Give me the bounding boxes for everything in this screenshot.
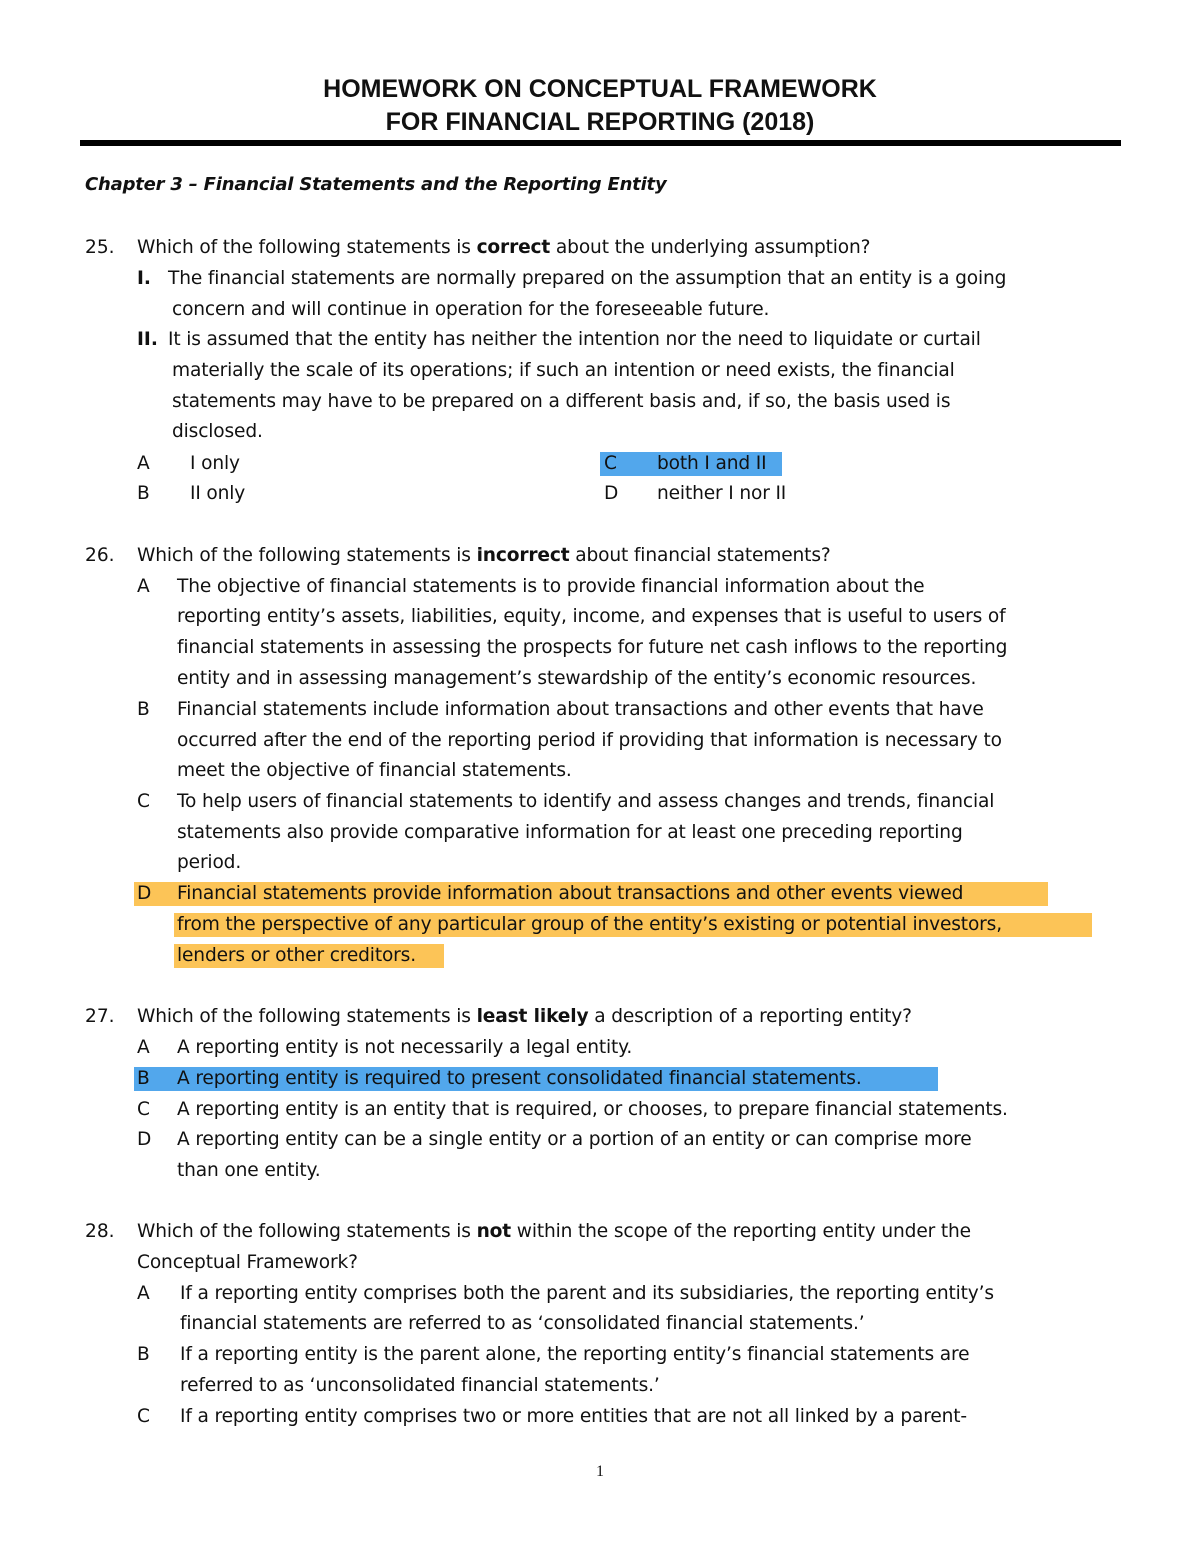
question-stem: Which of the following statements is incorrect about financial statements? xyxy=(137,545,831,566)
option-text: If a reporting entity is the parent alone, the reporting entity’s financial statements are xyxy=(180,1344,970,1365)
page-number: 1 xyxy=(596,1463,604,1480)
option-text: If a reporting entity comprises both the parent and its subsidiaries, the reporting entity’s xyxy=(180,1283,994,1304)
option-text: lenders or other creditors. xyxy=(177,945,416,966)
option-text: reporting entity’s assets, liabilities, equity, income, and expenses that is useful to users of xyxy=(177,606,1006,627)
question-stem: Conceptual Framework? xyxy=(137,1252,358,1273)
option-label: C xyxy=(137,1099,150,1120)
question-number: 27. xyxy=(85,1006,115,1027)
option-text: The objective of financial statements is to provide financial information about the xyxy=(177,576,925,597)
option-text: from the perspective of any particular group of the entity’s existing or potential investors, xyxy=(177,914,1002,935)
option-text: referred to as ‘unconsolidated financial statements.’ xyxy=(180,1375,660,1396)
statement-text: statements may have to be prepared on a different basis and, if so, the basis used is xyxy=(172,391,951,412)
title-line-1: HOMEWORK ON CONCEPTUAL FRAMEWORK xyxy=(323,75,877,103)
option-label: B xyxy=(137,1068,150,1089)
option-text: period. xyxy=(177,852,242,873)
question-stem: Which of the following statements is not within the scope of the reporting entity under the xyxy=(137,1221,971,1242)
question-number: 28. xyxy=(85,1221,115,1242)
statement-text: concern and will continue in operation for the foreseeable future. xyxy=(172,299,770,320)
option-label: D xyxy=(604,483,619,504)
option-label: B xyxy=(137,1344,150,1365)
question-number: 25. xyxy=(85,237,115,258)
option-text: I only xyxy=(190,453,240,474)
option-label: B xyxy=(137,483,150,504)
option-label: C xyxy=(137,791,150,812)
statement-text: disclosed. xyxy=(172,421,263,442)
statement-label: II. xyxy=(137,329,158,350)
option-text: financial statements in assessing the prospects for future net cash inflows to the reporting xyxy=(177,637,1008,658)
statement-text: The financial statements are normally prepared on the assumption that an entity is a going xyxy=(168,268,1007,289)
option-text: occurred after the end of the reporting period if providing that information is necessary to xyxy=(177,730,1002,751)
option-label: C xyxy=(604,453,617,474)
option-text: entity and in assessing management’s stewardship of the entity’s economic resources. xyxy=(177,668,977,689)
option-label: D xyxy=(137,883,152,904)
question-stem: Which of the following statements is least likely a description of a reporting entity? xyxy=(137,1006,912,1027)
option-text: than one entity. xyxy=(177,1160,321,1181)
option-text: neither I nor II xyxy=(657,483,787,504)
statement-text: materially the scale of its operations; if such an intention or need exists, the financial xyxy=(172,360,955,381)
statement-text: It is assumed that the entity has neither the intention nor the need to liquidate or curtail xyxy=(168,329,981,350)
option-text: A reporting entity can be a single entity or a portion of an entity or can comprise more xyxy=(177,1129,972,1150)
option-text: To help users of financial statements to identify and assess changes and trends, financial xyxy=(177,791,995,812)
statement-label: I. xyxy=(137,268,151,289)
chapter-heading: Chapter 3 – Financial Statements and the Reporting Entity xyxy=(85,174,667,195)
option-text: If a reporting entity comprises two or more entities that are not all linked by a parent- xyxy=(180,1406,967,1427)
option-label: B xyxy=(137,699,150,720)
question-stem: Which of the following statements is correct about the underlying assumption? xyxy=(137,237,871,258)
option-text: statements also provide comparative information for at least one preceding reporting xyxy=(177,822,963,843)
option-text: financial statements are referred to as ‘consolidated financial statements.’ xyxy=(180,1313,865,1334)
question-number: 26. xyxy=(85,545,115,566)
option-label: C xyxy=(137,1406,150,1427)
option-text: both I and II xyxy=(657,453,767,474)
option-text: meet the objective of financial statements. xyxy=(177,760,572,781)
option-text: A reporting entity is required to present consolidated financial statements. xyxy=(177,1068,862,1089)
option-text: Financial statements include information about transactions and other events that have xyxy=(177,699,984,720)
option-label: A xyxy=(137,1037,150,1058)
option-text: A reporting entity is not necessarily a legal entity. xyxy=(177,1037,633,1058)
option-label: A xyxy=(137,1283,150,1304)
option-label: A xyxy=(137,453,150,474)
title-line-2: FOR FINANCIAL REPORTING (2018) xyxy=(385,108,815,136)
option-text: Financial statements provide information about transactions and other events viewed xyxy=(177,883,964,904)
option-text: II only xyxy=(190,483,246,504)
option-text: A reporting entity is an entity that is required, or chooses, to prepare financial statements. xyxy=(177,1099,1008,1120)
option-label: A xyxy=(137,576,150,597)
option-label: D xyxy=(137,1129,152,1150)
